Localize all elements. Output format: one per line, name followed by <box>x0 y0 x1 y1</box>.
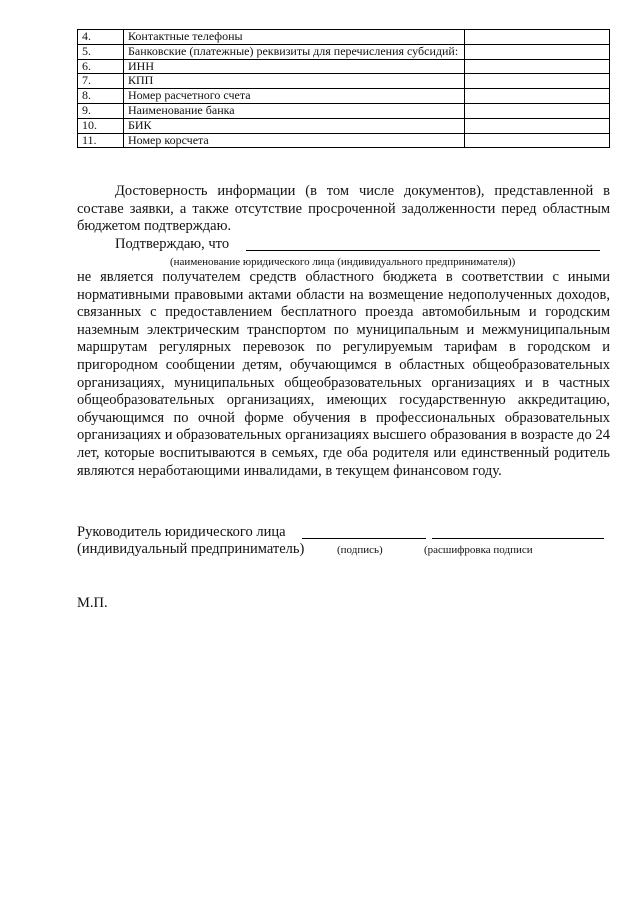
signature-caption: (подпись) <box>337 544 383 556</box>
confirm-prefix: Подтверждаю, что <box>115 236 230 252</box>
row-number: 6. <box>78 59 124 74</box>
row-value-cell <box>465 59 610 74</box>
signature-line <box>302 538 426 539</box>
signature-decode-caption: (расшифровка подписи <box>424 544 533 556</box>
row-label: БИК <box>124 118 465 133</box>
row-number: 7. <box>78 74 124 89</box>
row-number: 9. <box>78 103 124 118</box>
table-row <box>78 89 610 104</box>
row-value-cell <box>465 133 610 148</box>
row-label: Номер корсчета <box>124 133 465 148</box>
requisites-table <box>77 29 610 148</box>
signature-role-line2: (индивидуальный предприниматель) <box>77 541 305 557</box>
row-label: ИНН <box>124 59 465 74</box>
row-value-cell <box>465 118 610 133</box>
row-value-cell <box>465 103 610 118</box>
row-number: 11. <box>78 133 124 148</box>
table-row <box>78 74 610 89</box>
table-row <box>78 103 610 118</box>
table-row <box>78 30 610 45</box>
signature-decode-line <box>432 538 604 539</box>
row-label: Контактные телефоны <box>124 30 465 45</box>
row-label: КПП <box>124 74 465 89</box>
organization-name-line <box>246 250 600 251</box>
row-number: 10. <box>78 118 124 133</box>
row-number: 8. <box>78 89 124 104</box>
stamp-place: М.П. <box>77 595 108 611</box>
reliability-text: Достоверность информации (в том числе документов), представленной в составе заявки, а также отсутствие просроченной задолженности перед областным бюджетом подтверждаю. <box>77 183 610 235</box>
row-label: Банковские (платежные) реквизиты для перечисления субсидий: <box>124 44 465 59</box>
row-value-cell <box>465 89 610 104</box>
row-value-cell <box>465 74 610 89</box>
row-value-cell <box>465 30 610 45</box>
declaration-paragraph: не является получателем средств областного бюджета в соответствии с иными нормативными правовыми актами области на возмещение недополученных доходов, связанных с предоставлением бесплатного проезда автомобильным и городским наземным электрическим транспортом по муниципальным и межмуниципальным маршрутам регулярных перевозок по регулируемым тарифам в городском и пригородном сообщении детям, обучающимся в областных общеобразовательных организациях, муниципальных общеобразовательных организациях и в частных общеобразовательных организациях, имеющих государственную аккредитацию, обучающимся по очной форме обучения в профессиональных образовательных организациях и образовательных организациях высшего образования в возрасте до 24 лет, которые воспитываются в семьях, где оба родителя или единственный родитель являются неработающими инвалидами, в текущем финансовом году. <box>77 269 610 479</box>
table-row <box>78 59 610 74</box>
reliability-paragraph <box>77 183 610 236</box>
table-row <box>78 133 610 148</box>
organization-name-caption: (наименование юридического лица (индивидуального предпринимателя)) <box>170 256 516 268</box>
signature-role-line1: Руководитель юридического лица <box>77 524 286 540</box>
row-label: Номер расчетного счета <box>124 89 465 104</box>
table-row <box>78 118 610 133</box>
row-number: 5. <box>78 44 124 59</box>
row-number: 4. <box>78 30 124 45</box>
row-value-cell <box>465 44 610 59</box>
row-label: Наименование банка <box>124 103 465 118</box>
table-row <box>78 44 610 59</box>
